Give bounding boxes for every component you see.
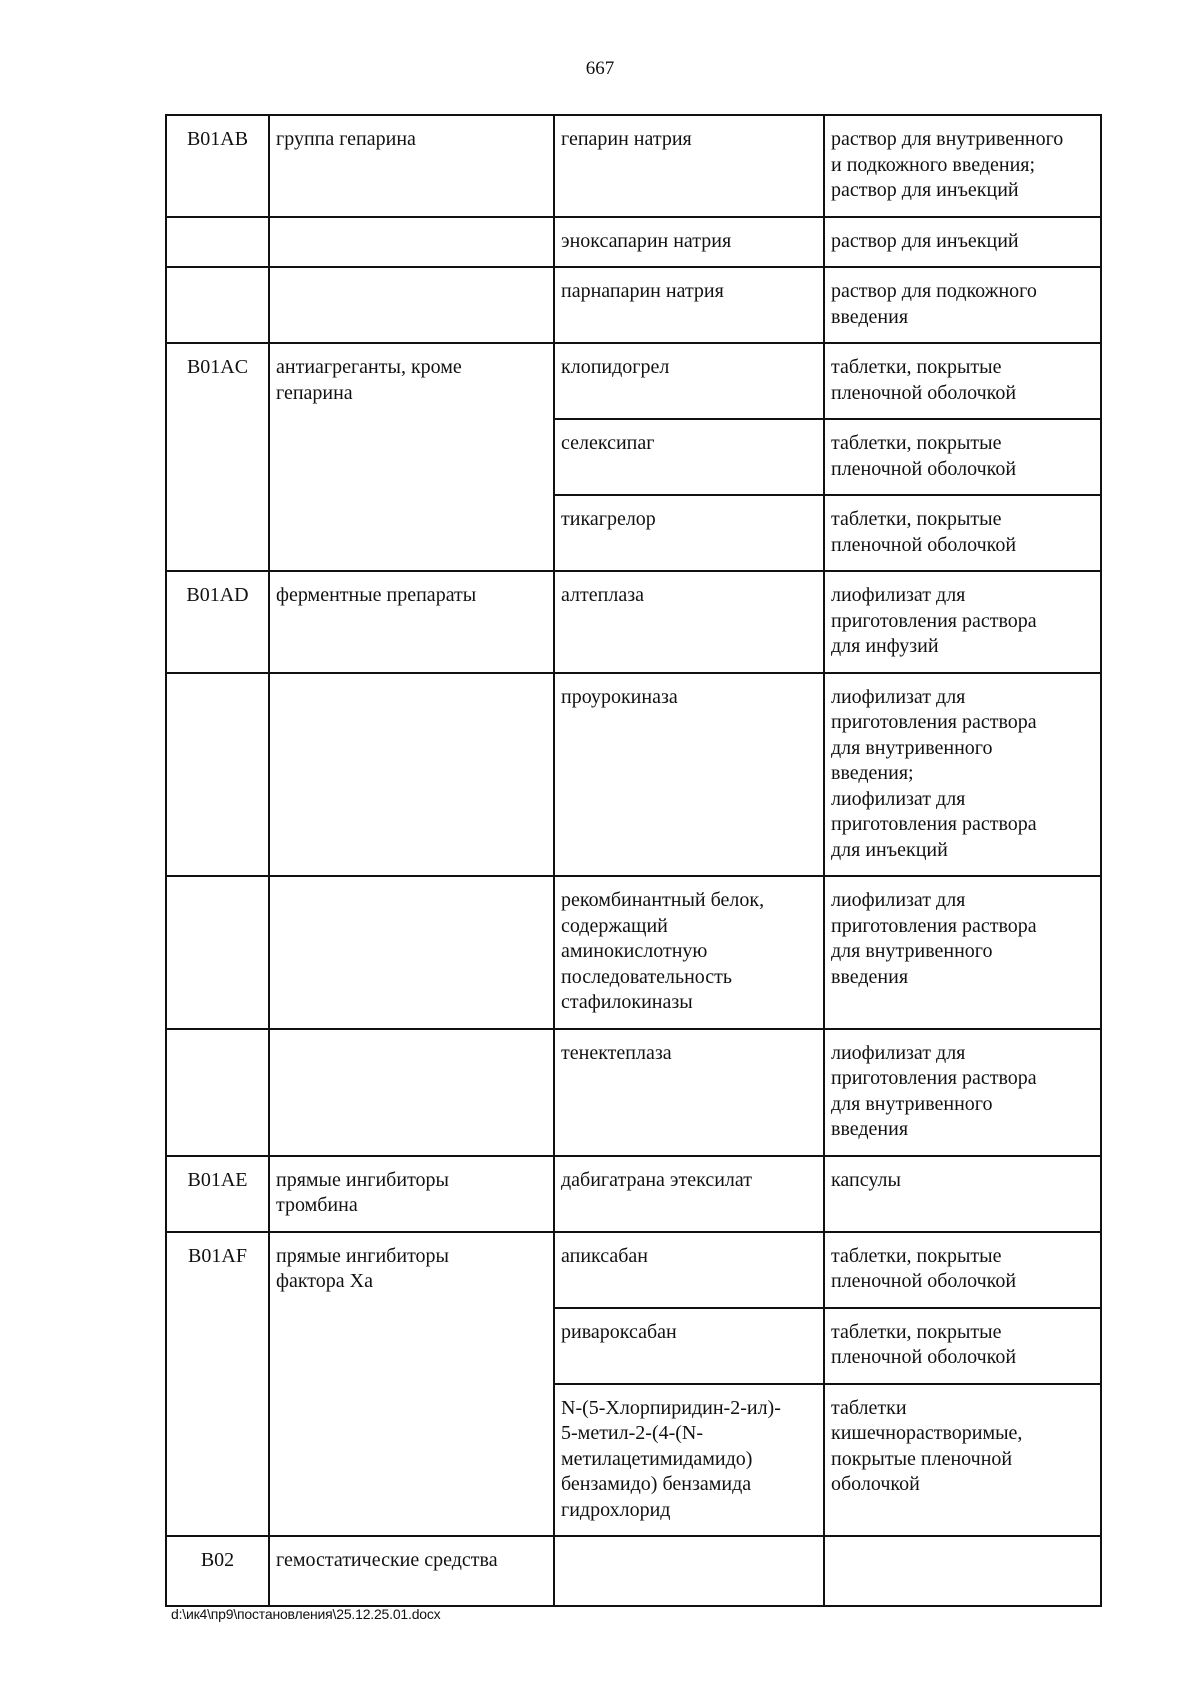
atc-code-cell <box>166 876 269 1029</box>
substance-cell: парнапарин натрия <box>554 267 824 343</box>
dosage-form-cell: лиофилизат для приготовления раствора для внутривенного введения; лиофилизат для приготовления раствора для инъекций <box>824 673 1101 877</box>
substance-cell: рекомбинантный белок, содержащий аминокислотную последовательность стафилокиназы <box>554 876 824 1029</box>
page-number: 667 <box>585 58 615 79</box>
substance-cell: тенектеплаза <box>554 1029 824 1156</box>
dosage-form-cell: раствор для подкожного введения <box>824 267 1101 343</box>
dosage-form-cell: таблетки, покрытые пленочной оболочкой <box>824 495 1101 571</box>
table-row <box>166 571 1101 673</box>
dosage-form-cell: таблетки, покрытые пленочной оболочкой <box>824 1232 1101 1308</box>
substance-cell: ривароксабан <box>554 1308 824 1384</box>
group-cell: прямые ингибиторы тромбина <box>269 1156 554 1232</box>
dosage-form-cell: таблетки, покрытые пленочной оболочкой <box>824 343 1101 419</box>
table-row <box>166 267 1101 343</box>
table-row <box>166 343 1101 419</box>
group-cell <box>269 1029 554 1156</box>
substance-cell: эноксапарин натрия <box>554 217 824 268</box>
dosage-form-cell: таблетки, покрытые пленочной оболочкой <box>824 1308 1101 1384</box>
substance-cell: гепарин натрия <box>554 115 824 217</box>
dosage-form-cell: капсулы <box>824 1156 1101 1232</box>
drug-table <box>165 114 1102 1607</box>
dosage-form-cell: лиофилизат для приготовления раствора для внутривенного введения <box>824 1029 1101 1156</box>
group-cell: гемостатические средства <box>269 1536 554 1606</box>
atc-code-cell <box>166 267 269 343</box>
substance-cell: проурокиназа <box>554 673 824 877</box>
table-row <box>166 217 1101 268</box>
table-row <box>166 1029 1101 1156</box>
dosage-form-cell: лиофилизат для приготовления раствора для внутривенного введения <box>824 876 1101 1029</box>
dosage-form-cell: раствор для инъекций <box>824 217 1101 268</box>
table-row <box>166 673 1101 877</box>
atc-code-cell: B01AB <box>166 115 269 217</box>
substance-cell: тикагрелор <box>554 495 824 571</box>
group-cell: группа гепарина <box>269 115 554 217</box>
substance-cell: клопидогрел <box>554 343 824 419</box>
substance-cell: апиксабан <box>554 1232 824 1308</box>
table-row <box>166 876 1101 1029</box>
atc-code-cell <box>166 217 269 268</box>
substance-cell: дабигатрана этексилат <box>554 1156 824 1232</box>
dosage-form-cell: раствор для внутривенного и подкожного введения; раствор для инъекций <box>824 115 1101 217</box>
table-row <box>166 1536 1101 1606</box>
atc-code-cell: B01AF <box>166 1232 269 1537</box>
dosage-form-cell <box>824 1536 1101 1606</box>
atc-code-cell: B01AC <box>166 343 269 571</box>
table-row <box>166 115 1101 217</box>
table-row <box>166 1232 1101 1308</box>
group-cell: ферментные препараты <box>269 571 554 673</box>
substance-cell: N-(5-Хлорпиридин-2-ил)- 5-метил-2-(4-(N- метилацетимидамидо) бензамидо) бензамида гидрохлорид <box>554 1384 824 1537</box>
dosage-form-cell: лиофилизат для приготовления раствора для инфузий <box>824 571 1101 673</box>
group-cell: прямые ингибиторы фактора Ха <box>269 1232 554 1537</box>
group-cell <box>269 217 554 268</box>
group-cell <box>269 267 554 343</box>
atc-code-cell: B02 <box>166 1536 269 1606</box>
dosage-form-cell: таблетки, покрытые пленочной оболочкой <box>824 419 1101 495</box>
group-cell: антиагреганты, кроме гепарина <box>269 343 554 571</box>
table-row <box>166 1156 1101 1232</box>
atc-code-cell: B01AE <box>166 1156 269 1232</box>
dosage-form-cell: таблетки кишечнорастворимые, покрытые пленочной оболочкой <box>824 1384 1101 1537</box>
substance-cell: алтеплаза <box>554 571 824 673</box>
atc-code-cell: B01AD <box>166 571 269 673</box>
atc-code-cell <box>166 1029 269 1156</box>
atc-code-cell <box>166 673 269 877</box>
group-cell <box>269 876 554 1029</box>
footer-file-path: d:\ик4\пр9\постановления\25.12.25.01.docx <box>171 1606 441 1622</box>
group-cell <box>269 673 554 877</box>
substance-cell <box>554 1536 824 1606</box>
substance-cell: селексипаг <box>554 419 824 495</box>
